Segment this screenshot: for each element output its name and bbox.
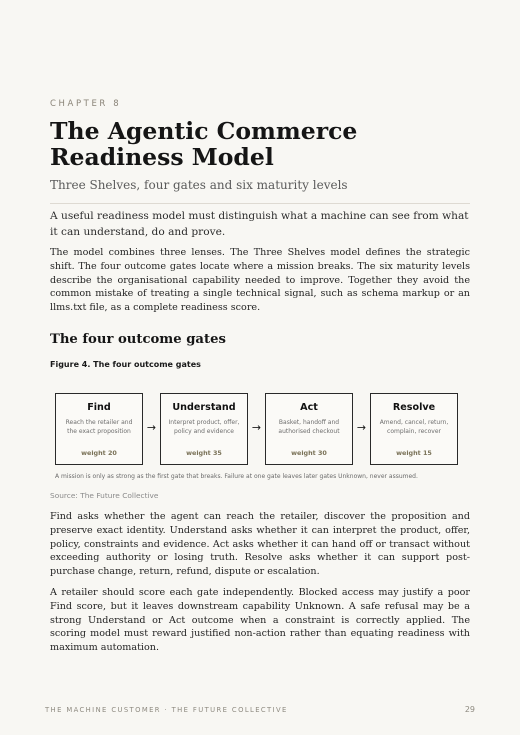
arrow-right-icon: → (146, 421, 157, 434)
gate-description: Amend, cancel, return, complain, recover (379, 419, 449, 435)
chapter-subtitle: Three Shelves, four gates and six maturity levels (50, 178, 348, 192)
gate-find (55, 393, 143, 465)
chapter-title: The Agentic Commerce Readiness Model (50, 117, 358, 171)
outcome-gates-figure (55, 393, 465, 467)
gate-name: Resolve (392, 402, 436, 413)
lead-paragraph: A useful readiness model must distinguish what a machine can see from what it can understand, do and prove. (50, 210, 469, 238)
running-footer: THE MACHINE CUSTOMER · THE FUTURE COLLECTIVE (45, 706, 288, 714)
gate-description: Basket, handoff and authorised checkout (278, 419, 340, 435)
gate-name: Understand (172, 402, 236, 413)
body-paragraph-2: Find asks whether the agent can reach the retailer, discover the proposition and preserve exact identity. Understand asks whether it can interpret the product, offer, policy, constraints and evidence. Act asks whether it can hand off or transact without exceeding authority or losing truth. Resolve asks whether it can support post-purchase change, return, refund, dispute or escalation. (50, 511, 470, 578)
gate-description: Interpret product, offer, policy and evidence (168, 419, 240, 435)
arrow-right-icon: → (251, 421, 262, 434)
figure-caption: Figure 4. The four outcome gates (50, 360, 201, 369)
gate-weight: weight 35 (186, 449, 222, 457)
page-number: 29 (464, 705, 475, 714)
gate-description: Reach the retailer and the exact proposition (65, 419, 133, 435)
section-heading: The four outcome gates (50, 332, 226, 347)
gate-name: Act (300, 402, 318, 413)
gate-resolve (370, 393, 458, 465)
arrow-right-icon: → (356, 421, 367, 434)
figure-note: A mission is only as strong as the first gate that breaks. Failure at one gate leaves later gates Unknown, never assumed. (55, 473, 418, 480)
gate-weight: weight 20 (81, 449, 117, 457)
body-paragraph-1: The model combines three lenses. The Three Shelves model defines the strategic shift. The four outcome gates locate where a mission breaks. The six maturity levels describe the organisational capability needed to improve. Together they avoid the common mistake of treating a single technical signal, such as schema markup or an llms.txt file, as a complete readiness score. (50, 247, 470, 314)
figure-source: Source: The Future Collective (50, 491, 159, 500)
gate-weight: weight 15 (396, 449, 432, 457)
chapter-eyebrow: CHAPTER 8 (50, 99, 122, 109)
gate-weight: weight 30 (291, 449, 327, 457)
body-paragraph-3: A retailer should score each gate independently. Blocked access may justify a poor Find score, but it leaves downstream capability Unknown. A safe refusal may be a strong Understand or Act outcome when a constraint is correctly applied. The scoring model must reward justified non-action rather than equating readiness with maximum automation. (50, 587, 470, 654)
gate-act (265, 393, 353, 465)
gate-understand (160, 393, 248, 465)
divider (50, 203, 470, 204)
gate-name: Find (87, 402, 111, 413)
